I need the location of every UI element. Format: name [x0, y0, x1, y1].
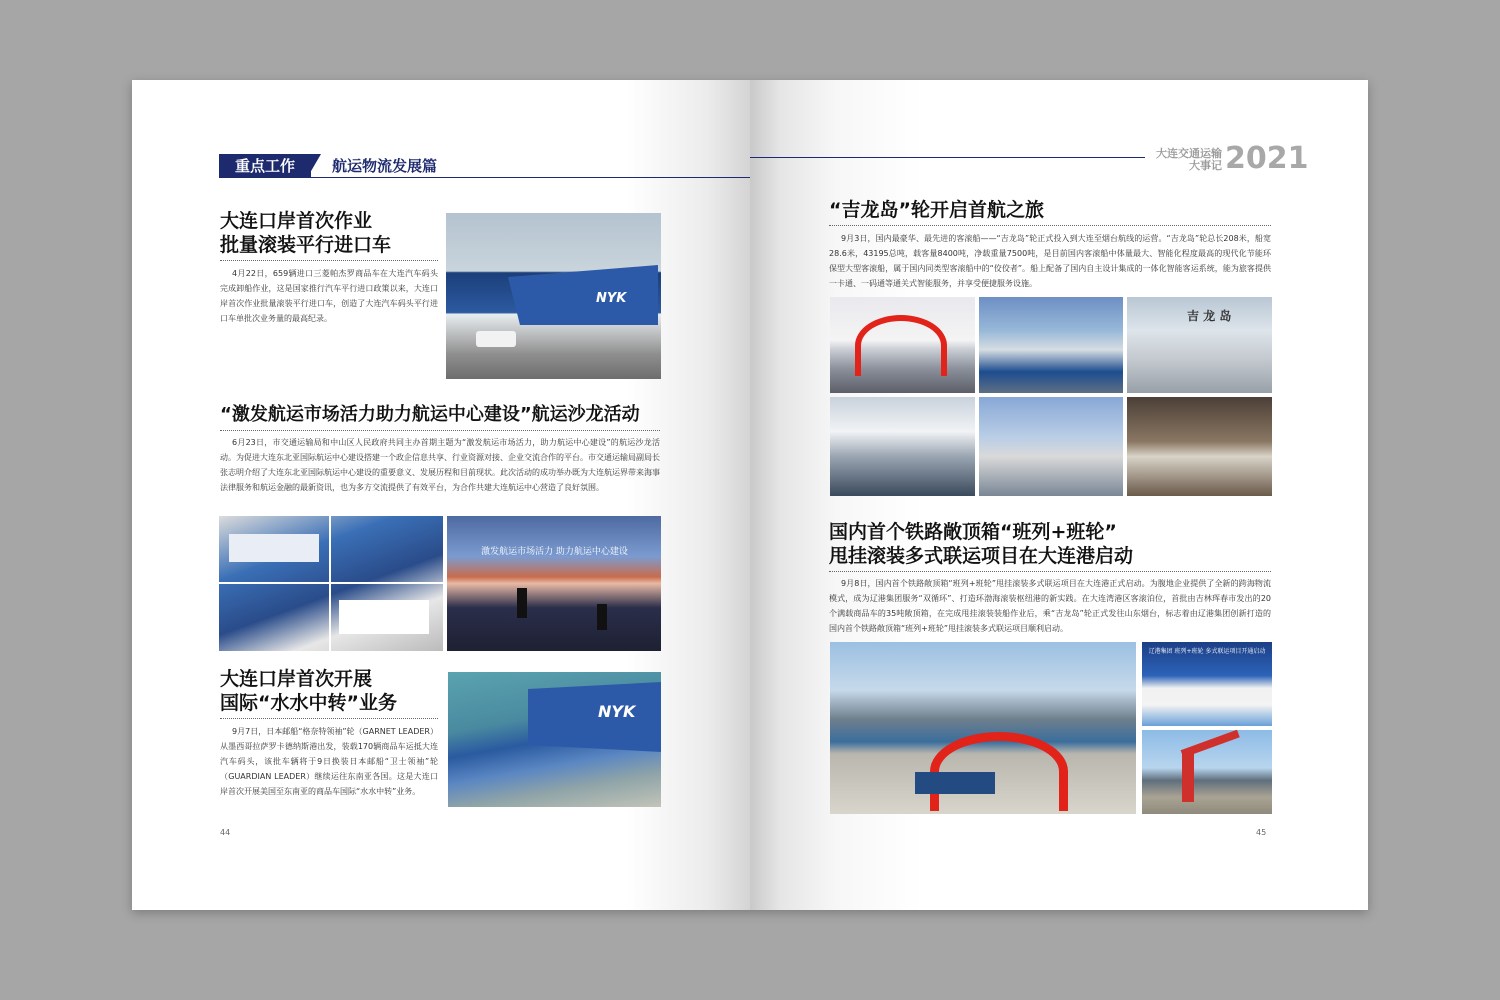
photo-container-crane [1142, 730, 1272, 814]
article-2-divider [220, 430, 660, 431]
hull-mark-nyk-2: NYK [598, 702, 636, 721]
header-rule [219, 177, 750, 178]
page-number-left: 44 [220, 828, 231, 837]
article-5-body: 9月8日，国内首个铁路敞顶箱“班列+班轮”甩挂滚装多式联运项目在大连港正式启动。为腹地企业提供了全新的跨海物流模式，成为辽港集团服务“双循环”、打造环渤海滚装枢纽港的新实践。在大连湾港区客滚泊位，首批由吉林珲春市发出的20个满载商品车的35吨敞顶箱，在完成甩挂滚装装船作业后，乘“吉龙岛”轮正式发往山东烟台，标志着由辽港集团创新打造的国内首个铁路敞顶箱“班列+班轮”甩挂滚装多式联运项目顺利启动。 [829, 579, 1271, 633]
photo-harbor-ship [979, 297, 1123, 393]
salon-banner-text: 激发航运市场活力 助力航运中心建设 [481, 547, 628, 557]
photo-ceremony-crowd [979, 397, 1123, 496]
photo-cabin-room [1127, 397, 1272, 496]
article-4-title: “吉龙岛”轮开启首航之旅 [829, 199, 1044, 221]
book-year: 2021 [1225, 141, 1309, 176]
section-badge: 重点工作 [219, 154, 311, 178]
article-5-divider [829, 571, 1271, 572]
article-2-body: 6月23日，市交通运输局和中山区人民政府共同主办首期主题为“激发航运市场活力，助力航运中心建设”的航运沙龙活动。为促进大连东北亚国际航运中心建设搭建一个政企信息共享、行业资源对接、企业交流合作的平台。市交通运输局副局长张志明介绍了大连东北亚国际航运中心建设的重要意义、发展历程和目前现状。此次活动的成功举办既为大连航运界带来海事法律服务和航运金融的最新资讯，也为多方交流提供了有效平台，为合作共建大连航运中心营造了良好氛围。 [220, 438, 660, 492]
article-4-body: 9月3日，国内最豪华、最先进的客滚船——“吉龙岛”轮正式投入到大连至烟台航线的运营。“吉龙岛”轮总长208米，船宽28.6米，43195总吨，载客量8400吨，净载重量7500吨，是目前国内客滚船中体量最大、智能化程度最高的现代化节能环保型大型客滚船，属于国内同类型客滚船中的“佼佼者”。船上配备了国内自主设计集成的一体化智能客运系统，能为旅客提供一卡通、一码通等通关式智能服务，并享受便捷服务设施。 [829, 234, 1271, 288]
ship-name-sign: 吉 龙 岛 [1187, 309, 1232, 323]
car-shape [476, 331, 516, 347]
book-title-line-2: 大事记 [1189, 159, 1222, 172]
article-1-title-line-2: 批量滚装平行进口车 [220, 234, 392, 256]
article-3-body: 9月7日，日本邮船“格奈特领袖”轮（GARNET LEADER）从墨西哥拉萨罗卡德纳斯港出发，装载170辆商品车运抵大连汽车码头，该批车辆将于9日换装日本邮船“卫士领袖”轮（GUARDIAN LEADER）继续运往东南亚各国。这是大连口岸首次开展美国至东南亚的商品车国际“水水中转”业务。 [220, 727, 438, 796]
book-title [1132, 148, 1222, 172]
article-1-divider [220, 260, 438, 261]
page-number-right: 45 [1256, 828, 1267, 837]
article-3-title [220, 667, 440, 715]
right-page [750, 80, 1368, 910]
article-2-title: “激发航运市场活力助力航运中心建设”航运沙龙活动 [220, 404, 640, 425]
article-5-title-line-2: 甩挂滚装多式联运项目在大连港启动 [829, 545, 1134, 567]
section-badge-slash [307, 154, 321, 178]
article-1-title-line-1: 大连口岸首次作业 [220, 210, 373, 232]
photo-salon-stage [447, 516, 661, 651]
article-3-divider [220, 718, 438, 719]
ceremony-banner-text: 辽港集团 班列+班轮 多式联运项目开通启动 [1148, 648, 1266, 655]
section-title: 航运物流发展篇 [332, 157, 438, 175]
hull-mark-nyk: NYK [596, 291, 627, 306]
photo-nyk-car-carrier [446, 213, 661, 379]
magazine-spread [132, 80, 1368, 910]
header-rule-right [750, 157, 1145, 158]
book-title-line-1: 大连交通运输 [1156, 147, 1222, 160]
article-1-body: 4月22日，659辆进口三菱帕杰罗商品车在大连汽车码头完成卸船作业，这是国家推行汽车平行进口政策以来，大连口岸首次作业批量滚装平行进口车，创造了大连汽车码头平行进口车单批次业务量的最高纪录。 [220, 269, 438, 323]
left-page [132, 80, 750, 910]
article-3-title-line-2: 国际“水水中转”业务 [220, 692, 397, 714]
article-5-title [829, 520, 1269, 568]
article-1-title [220, 209, 440, 257]
article-4-divider [829, 225, 1271, 226]
photo-ship-nameplate [1127, 297, 1272, 393]
photo-salon-collage [219, 516, 443, 651]
photo-water-transfer-ship [448, 672, 661, 807]
photo-port-rail-ferry [830, 642, 1136, 814]
photo-launch-ceremony [1142, 642, 1272, 726]
photo-ship-lobby [830, 397, 975, 496]
article-3-title-line-1: 大连口岸首次开展 [220, 668, 373, 690]
article-5-title-line-1: 国内首个铁路敞顶箱“班列+班轮” [829, 521, 1117, 543]
photo-launch-arch [830, 297, 975, 393]
